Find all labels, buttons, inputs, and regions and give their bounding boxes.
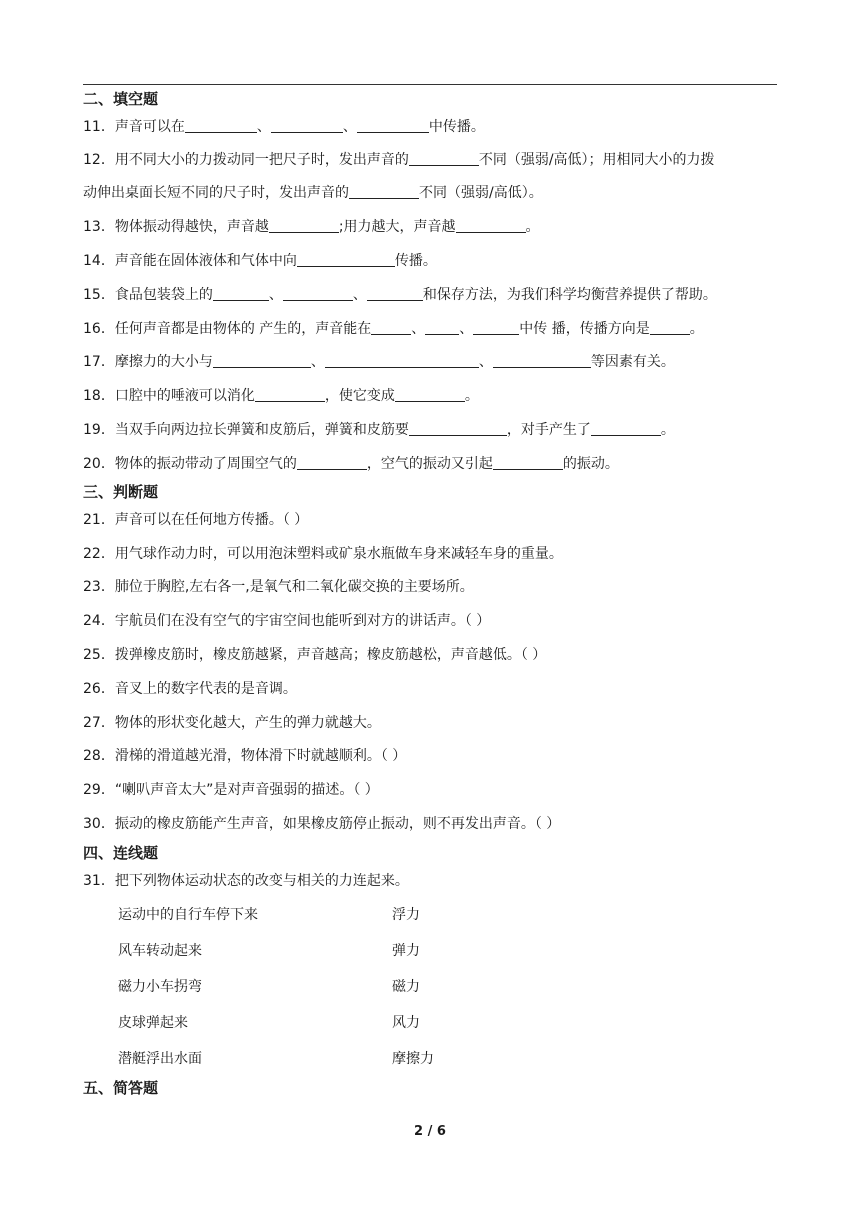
section-heading-short: 五、简答题 xyxy=(83,1079,159,1097)
answer-blank[interactable] xyxy=(213,352,311,368)
question-15: 15．食品包装袋上的 、 、 和保存方法，为我们科学均衡营养提供了帮助。 xyxy=(83,287,717,303)
header-rule xyxy=(83,84,777,85)
answer-blank[interactable] xyxy=(425,319,459,335)
answer-blank[interactable] xyxy=(650,319,690,335)
answer-blank[interactable] xyxy=(409,150,479,166)
question-22: 22．用气球作动力时，可以用泡沫塑料或矿泉水瓶做车身来减轻车身的重量。 xyxy=(83,546,563,562)
match-left-item[interactable]: 磁力小车拐弯 xyxy=(118,979,202,995)
match-right-item[interactable]: 风力 xyxy=(392,1015,420,1031)
question-16: 16．任何声音都是由物体的 产生的，声音能在 、 、 中传 播，传播方向是 。 xyxy=(83,321,704,337)
question-13: 13．物体振动得越快，声音越 ;用力越大，声音越 。 xyxy=(83,219,540,235)
section-heading-judge: 三、判断题 xyxy=(83,483,159,501)
match-left-item[interactable]: 潜艇浮出水面 xyxy=(118,1051,202,1067)
match-left-item[interactable]: 皮球弹起来 xyxy=(118,1015,188,1031)
question-12: 12．用不同大小的力拨动同一把尺子时，发出声音的 不同（强弱/高低）；用相同大小的力拨 xyxy=(83,152,715,168)
answer-blank[interactable] xyxy=(213,285,269,301)
question-14: 14．声音能在固体液体和气体中向 传播。 xyxy=(83,253,437,269)
answer-blank[interactable] xyxy=(297,251,395,267)
page-number: 2 / 6 xyxy=(414,1124,446,1139)
answer-blank[interactable] xyxy=(493,352,591,368)
answer-blank[interactable] xyxy=(456,217,526,233)
answer-blank[interactable] xyxy=(349,183,419,199)
answer-blank[interactable] xyxy=(409,420,507,436)
match-right-item[interactable]: 弹力 xyxy=(392,943,420,959)
answer-blank[interactable] xyxy=(297,454,367,470)
question-19: 19．当双手向两边拉长弹簧和皮筋后，弹簧和皮筋要 ，对手产生了 。 xyxy=(83,422,675,438)
answer-blank[interactable] xyxy=(325,352,479,368)
question-25: 25．拨弹橡皮筋时，橡皮筋越紧，声音越高；橡皮筋越松，声音越低。（ ） xyxy=(83,647,547,663)
answer-blank[interactable] xyxy=(395,386,465,402)
question-28: 28．滑梯的滑道越光滑，物体滑下时就越顺利。（ ） xyxy=(83,748,407,764)
question-29: 29．“喇叭声音太大”是对声音强弱的描述。（ ） xyxy=(83,782,379,798)
answer-blank[interactable] xyxy=(271,117,343,133)
question-30: 30．振动的橡皮筋能产生声音，如果橡皮筋停止振动，则不再发出声音。（ ） xyxy=(83,816,561,832)
question-26: 26．音叉上的数字代表的是音调。 xyxy=(83,681,297,697)
answer-blank[interactable] xyxy=(591,420,661,436)
answer-blank[interactable] xyxy=(255,386,325,402)
answer-blank[interactable] xyxy=(473,319,519,335)
question-23: 23．肺位于胸腔,左右各一,是氧气和二氧化碳交换的主要场所。 xyxy=(83,579,474,595)
question-27: 27．物体的形状变化越大，产生的弹力就越大。 xyxy=(83,715,381,731)
question-12-cont: 动伸出桌面长短不同的尺子时，发出声音的 不同（强弱/高低）。 xyxy=(83,185,543,201)
answer-blank[interactable] xyxy=(283,285,353,301)
section-heading-match: 四、连线题 xyxy=(83,844,159,862)
answer-blank[interactable] xyxy=(357,117,429,133)
question-11: 11．声音可以在 、 、 中传播。 xyxy=(83,119,485,135)
match-right-item[interactable]: 磁力 xyxy=(392,979,420,995)
match-left-item[interactable]: 风车转动起来 xyxy=(118,943,202,959)
question-21: 21．声音可以在任何地方传播。（ ） xyxy=(83,512,309,528)
question-17: 17．摩擦力的大小与 、 、 等因素有关。 xyxy=(83,354,675,370)
answer-blank[interactable] xyxy=(367,285,423,301)
match-right-item[interactable]: 浮力 xyxy=(392,907,420,923)
question-20: 20．物体的振动带动了周围空气的 ，空气的振动又引起 的振动。 xyxy=(83,456,619,472)
answer-blank[interactable] xyxy=(493,454,563,470)
question-31: 31．把下列物体运动状态的改变与相关的力连起来。 xyxy=(83,873,409,889)
section-heading-fill: 二、填空题 xyxy=(83,90,159,108)
answer-blank[interactable] xyxy=(185,117,257,133)
question-18: 18．口腔中的唾液可以消化 ，使它变成 。 xyxy=(83,388,479,404)
answer-blank[interactable] xyxy=(269,217,339,233)
match-right-item[interactable]: 摩擦力 xyxy=(392,1051,434,1067)
match-left-item[interactable]: 运动中的自行车停下来 xyxy=(118,907,258,923)
answer-blank[interactable] xyxy=(371,319,411,335)
question-24: 24．宇航员们在没有空气的宇宙空间也能听到对方的讲话声。（ ） xyxy=(83,613,491,629)
